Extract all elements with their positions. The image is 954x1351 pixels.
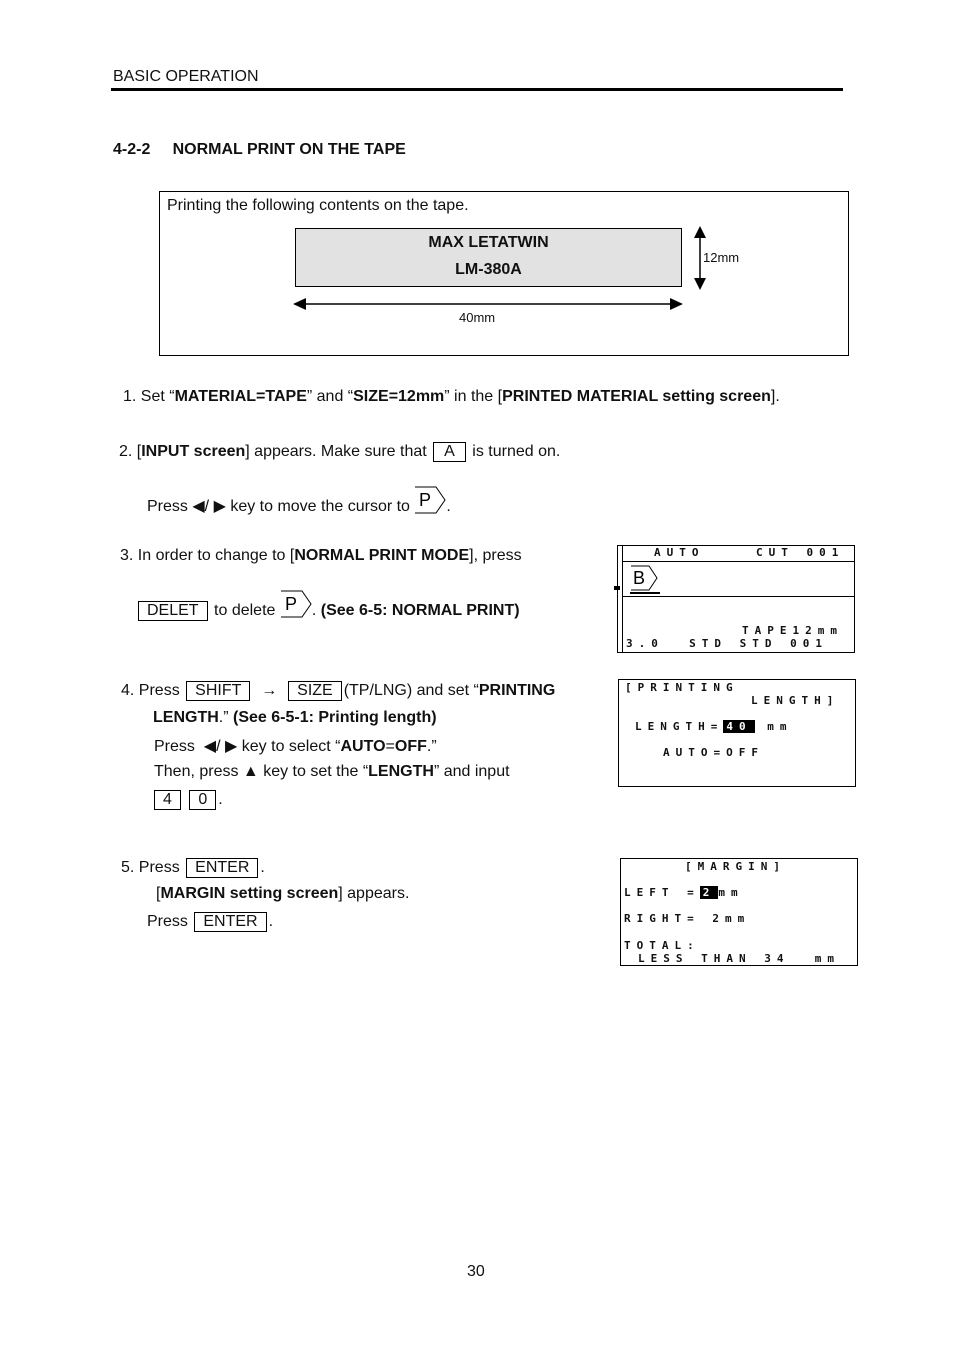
step-1: 1. Set “MATERIAL=TAPE” and “SIZE=12mm” in the [PRINTED MATERIAL setting screen]. (123, 388, 780, 405)
key-shift: SHIFT (186, 681, 250, 701)
lcd2-line1: [PRINTING (625, 681, 739, 694)
lcd1-cut: CUT 001 (756, 546, 845, 559)
right-arrow-icon-2: ▶ (225, 738, 238, 755)
key-enter: ENTER (186, 858, 258, 878)
step-4-line3: Press ◀/ ▶ key to select “AUTO=OFF.” (154, 738, 437, 755)
p-cursor-icon (414, 486, 446, 519)
left-arrow-icon: ◀ (192, 498, 205, 515)
key-size: SIZE (288, 681, 342, 701)
key-delet: DELET (138, 601, 208, 621)
svg-text:P: P (419, 490, 432, 510)
lcd1-tape: TAPE12mm (742, 624, 843, 637)
step-3-line2: DELET to delete P . (See 6-5: NORMAL PRINT) (136, 590, 520, 623)
step-4-line5: 4 0 . (152, 790, 223, 810)
lcd3-right: RIGHT= 2mm (624, 912, 751, 925)
height-label: 12mm (703, 250, 740, 265)
step-5-line2: [MARGIN setting screen] appears. (156, 885, 410, 902)
tape-line-1: MAX LETATWIN (428, 234, 549, 251)
tape-line-2: LM-380A (455, 261, 522, 278)
lcd3-left: LEFT = 2 mm (624, 886, 744, 899)
lcd1-bottom: 3.0 STD STD 001 (626, 637, 828, 650)
lcd2-line2: LENGTH] (751, 694, 840, 707)
step-5-line3: Press ENTER . (147, 913, 274, 930)
running-header: BASIC OPERATION (113, 68, 259, 85)
step-5: 5. Press ENTER . (121, 859, 265, 876)
lcd1-auto: AUTO (654, 546, 705, 559)
step-3: 3. In order to change to [NORMAL PRINT MODE], press (120, 547, 522, 564)
page-number: 30 (467, 1263, 485, 1280)
example-caption: Printing the following contents on the tape. (167, 197, 469, 214)
step-4-line4: Then, press ▲ key to set the “LENGTH” and input (154, 763, 510, 780)
right-arrow-icon: ▶ (213, 498, 226, 515)
step-4: 4. Press SHIFT → SIZE (TP/LNG) and set “PRINTING (121, 682, 556, 699)
section-title (113, 141, 406, 159)
lcd2-length: LENGTH= 40 mm (635, 720, 793, 733)
step-2-cursor: Press ◀/ ▶ key to move the cursor to P . (147, 486, 451, 519)
left-arrow-icon-2: ◀ (203, 738, 217, 755)
lcd-input-screen (617, 545, 855, 653)
svg-text:B: B (633, 568, 652, 588)
section-heading: NORMAL PRINT ON THE TAPE (172, 141, 406, 158)
width-label: 40mm (459, 310, 496, 325)
lcd2-auto: AUTO=OFF (663, 746, 764, 759)
key-4: 4 (154, 790, 181, 810)
svg-text:P: P (284, 594, 297, 614)
lcd3-total: TOTAL: (624, 939, 700, 952)
key-enter-2: ENTER (194, 912, 266, 932)
lcd2-length-value: 40 (723, 720, 754, 733)
lcd3-left-value: 2 (700, 886, 719, 899)
header-rule (111, 88, 843, 91)
lcd3-less: LESS THAN 34 mm (638, 952, 840, 965)
section-number: 4-2-2 (113, 141, 151, 158)
lcd-margin-screen (620, 858, 858, 966)
key-0: 0 (189, 790, 216, 810)
lcd-printing-length (618, 679, 856, 787)
lcd3-title: [MARGIN] (685, 860, 786, 873)
key-a: A (433, 442, 466, 462)
step-2: 2. [INPUT screen] appears. Make sure that A is turned on. (119, 443, 561, 460)
step-4-line2: LENGTH.” (See 6-5-1: Printing length) (153, 709, 437, 726)
tape-sample (295, 228, 682, 287)
p-cursor-icon-2 (280, 590, 312, 623)
b-cursor-icon (630, 565, 658, 594)
